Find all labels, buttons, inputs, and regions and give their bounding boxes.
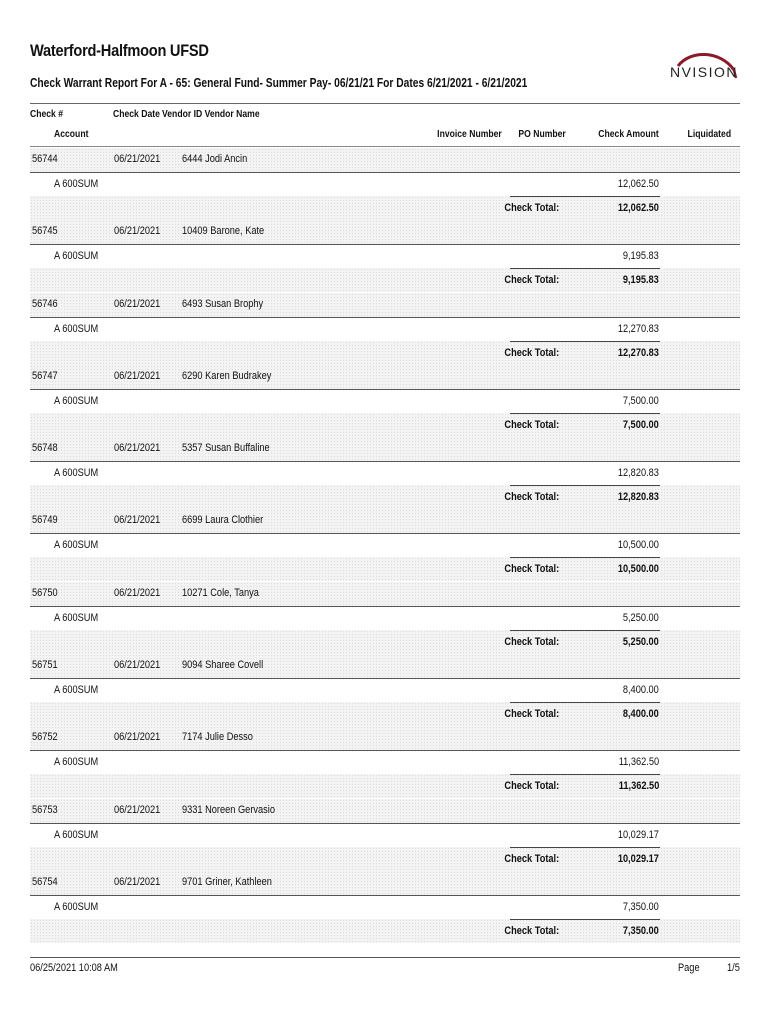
account-row xyxy=(30,606,740,631)
account-code: A 600SUM xyxy=(54,611,99,624)
account-row xyxy=(30,172,740,197)
check-amount: 10,029.17 xyxy=(617,828,659,841)
account-row xyxy=(30,533,740,558)
check-total-label: Check Total: xyxy=(504,780,559,793)
check-date: 06/21/2021 xyxy=(114,875,161,888)
check-total-amount: 10,029.17 xyxy=(617,852,659,865)
account-code: A 600SUM xyxy=(54,539,99,552)
check-total-label: Check Total: xyxy=(504,563,559,576)
check-total-amount: 10,500.00 xyxy=(617,563,659,576)
check-amount: 7,350.00 xyxy=(623,900,659,913)
col-po-number: PO Number xyxy=(518,128,566,140)
check-amount: 5,250.00 xyxy=(623,611,659,624)
check-group xyxy=(30,365,740,437)
check-number: 56748 xyxy=(32,442,58,455)
check-total-row xyxy=(30,774,740,798)
col-liquidated: Liquidated xyxy=(687,128,731,140)
check-total-amount: 7,350.00 xyxy=(623,924,659,937)
vendor-name: 6444 Jodi Ancin xyxy=(182,153,248,165)
check-total-amount: 9,195.83 xyxy=(623,274,659,287)
vendor-name: 6493 Susan Brophy xyxy=(182,297,264,310)
check-amount: 12,270.83 xyxy=(617,322,659,335)
check-row xyxy=(30,871,740,895)
check-row xyxy=(30,509,740,533)
account-code: A 600SUM xyxy=(54,178,99,190)
col-account: Account xyxy=(54,128,89,140)
vendor-name: 10271 Cole, Tanya xyxy=(182,586,259,599)
vendor-name: 9701 Griner, Kathleen xyxy=(182,875,272,888)
col-vendor: Vendor ID Vendor Name xyxy=(162,108,260,120)
total-rule xyxy=(510,557,660,558)
check-group xyxy=(30,509,740,581)
check-amount: 7,500.00 xyxy=(623,394,659,407)
vendor-name: 9094 Sharee Covell xyxy=(182,659,264,672)
check-total-amount: 7,500.00 xyxy=(623,418,659,431)
total-rule xyxy=(510,268,660,269)
check-number: 56750 xyxy=(32,586,58,599)
check-total-label: Check Total: xyxy=(504,274,559,287)
check-row xyxy=(30,293,740,317)
check-total-amount: 5,250.00 xyxy=(623,635,659,648)
logo-text: NVISION xyxy=(669,64,739,80)
account-row xyxy=(30,461,740,486)
check-total-label: Check Total: xyxy=(504,852,559,865)
check-total-amount: 8,400.00 xyxy=(623,708,659,721)
check-row xyxy=(30,365,740,389)
check-amount: 9,195.83 xyxy=(623,250,659,263)
check-date: 06/21/2021 xyxy=(114,514,161,527)
account-row xyxy=(30,389,740,414)
account-code: A 600SUM xyxy=(54,250,99,263)
vendor-name: 5357 Susan Buffaline xyxy=(182,442,270,455)
account-row xyxy=(30,244,740,269)
check-date: 06/21/2021 xyxy=(114,297,161,310)
check-group xyxy=(30,148,740,220)
account-code: A 600SUM xyxy=(54,828,99,841)
check-amount: 10,500.00 xyxy=(617,539,659,552)
report-subtitle: Check Warrant Report For A - 65: General Fund- Summer Pay- 06/21/21 For Dates 6/21/2021 - 6/21/2021 xyxy=(30,76,528,90)
check-group xyxy=(30,654,740,726)
check-total-row xyxy=(30,919,740,943)
check-list xyxy=(30,148,740,943)
check-number: 56751 xyxy=(32,659,58,672)
total-rule xyxy=(510,341,660,342)
check-total-row xyxy=(30,485,740,509)
total-rule xyxy=(510,847,660,848)
check-total-row xyxy=(30,413,740,437)
vendor-name: 6699 Laura Clothier xyxy=(182,514,264,527)
col-invoice-number: Invoice Number xyxy=(437,128,502,140)
account-code: A 600SUM xyxy=(54,684,99,697)
check-date: 06/21/2021 xyxy=(114,586,161,599)
account-code: A 600SUM xyxy=(54,394,99,407)
check-number: 56747 xyxy=(32,369,58,382)
vendor-name: 6290 Karen Budrakey xyxy=(182,369,272,382)
check-total-label: Check Total: xyxy=(504,635,559,648)
nvision-logo xyxy=(664,48,744,88)
total-rule xyxy=(510,774,660,775)
check-row xyxy=(30,726,740,750)
check-total-amount: 12,270.83 xyxy=(617,346,659,359)
check-total-label: Check Total: xyxy=(504,491,559,504)
account-code: A 600SUM xyxy=(54,756,99,769)
check-amount: 12,820.83 xyxy=(617,467,659,480)
account-code: A 600SUM xyxy=(54,322,99,335)
check-total-row xyxy=(30,341,740,365)
account-row xyxy=(30,823,740,848)
account-code: A 600SUM xyxy=(54,467,99,480)
footer-page-label: Page xyxy=(678,962,700,974)
check-row xyxy=(30,437,740,461)
check-number: 56746 xyxy=(32,297,58,310)
col-check-amount: Check Amount xyxy=(598,128,659,140)
account-code: A 600SUM xyxy=(54,900,99,913)
account-row xyxy=(30,317,740,342)
check-total-amount: 11,362.50 xyxy=(618,780,659,793)
vendor-name: 7174 Julie Desso xyxy=(182,731,253,744)
check-group xyxy=(30,437,740,509)
check-amount: 8,400.00 xyxy=(623,684,659,697)
check-total-row xyxy=(30,847,740,871)
check-amount: 11,362.50 xyxy=(618,756,659,769)
header-rule xyxy=(30,103,740,104)
check-date: 06/21/2021 xyxy=(114,803,161,816)
vendor-name: 9331 Noreen Gervasio xyxy=(182,803,275,816)
check-total-row xyxy=(30,557,740,581)
footer-rule xyxy=(30,957,740,958)
check-row xyxy=(30,582,740,606)
account-row xyxy=(30,895,740,920)
check-row xyxy=(30,799,740,823)
check-row xyxy=(30,148,740,172)
column-header-rule xyxy=(30,146,740,147)
total-rule xyxy=(510,702,660,703)
check-number: 56745 xyxy=(32,225,58,238)
check-number: 56752 xyxy=(32,731,58,744)
total-rule xyxy=(510,196,660,197)
check-number: 56744 xyxy=(32,153,58,165)
check-date: 06/21/2021 xyxy=(114,442,161,455)
check-amount: 12,062.50 xyxy=(617,178,659,190)
check-total-label: Check Total: xyxy=(504,924,559,937)
check-group xyxy=(30,799,740,871)
check-group xyxy=(30,582,740,654)
check-total-label: Check Total: xyxy=(504,418,559,431)
footer-timestamp: 06/25/2021 10:08 AM xyxy=(30,962,118,974)
footer-page-number: 1/5 xyxy=(727,962,740,974)
check-group xyxy=(30,871,740,943)
account-row xyxy=(30,750,740,775)
total-rule xyxy=(510,630,660,631)
check-total-row xyxy=(30,702,740,726)
check-total-amount: 12,820.83 xyxy=(617,491,659,504)
check-group xyxy=(30,726,740,798)
check-date: 06/21/2021 xyxy=(114,369,161,382)
col-check-date: Check Date xyxy=(113,108,160,120)
check-total-row xyxy=(30,630,740,654)
check-row xyxy=(30,220,740,244)
account-row xyxy=(30,678,740,703)
check-total-label: Check Total: xyxy=(504,708,559,721)
check-total-row xyxy=(30,196,740,220)
check-number: 56749 xyxy=(32,514,58,527)
check-date: 06/21/2021 xyxy=(114,225,161,238)
check-group xyxy=(30,220,740,292)
check-group xyxy=(30,293,740,365)
total-rule xyxy=(510,413,660,414)
check-row xyxy=(30,654,740,678)
check-number: 56753 xyxy=(32,803,58,816)
report-title: Waterford-Halfmoon UFSD xyxy=(30,41,209,60)
total-rule xyxy=(510,485,660,486)
check-total-label: Check Total: xyxy=(504,346,559,359)
check-total-label: Check Total: xyxy=(504,202,559,214)
check-total-amount: 12,062.50 xyxy=(617,202,659,214)
total-rule xyxy=(510,919,660,920)
check-date: 06/21/2021 xyxy=(114,153,161,165)
vendor-name: 10409 Barone, Kate xyxy=(182,225,265,238)
check-date: 06/21/2021 xyxy=(114,731,161,744)
col-check-number: Check # xyxy=(30,108,64,120)
check-total-row xyxy=(30,268,740,292)
check-number: 56754 xyxy=(32,875,58,888)
check-date: 06/21/2021 xyxy=(114,659,161,672)
